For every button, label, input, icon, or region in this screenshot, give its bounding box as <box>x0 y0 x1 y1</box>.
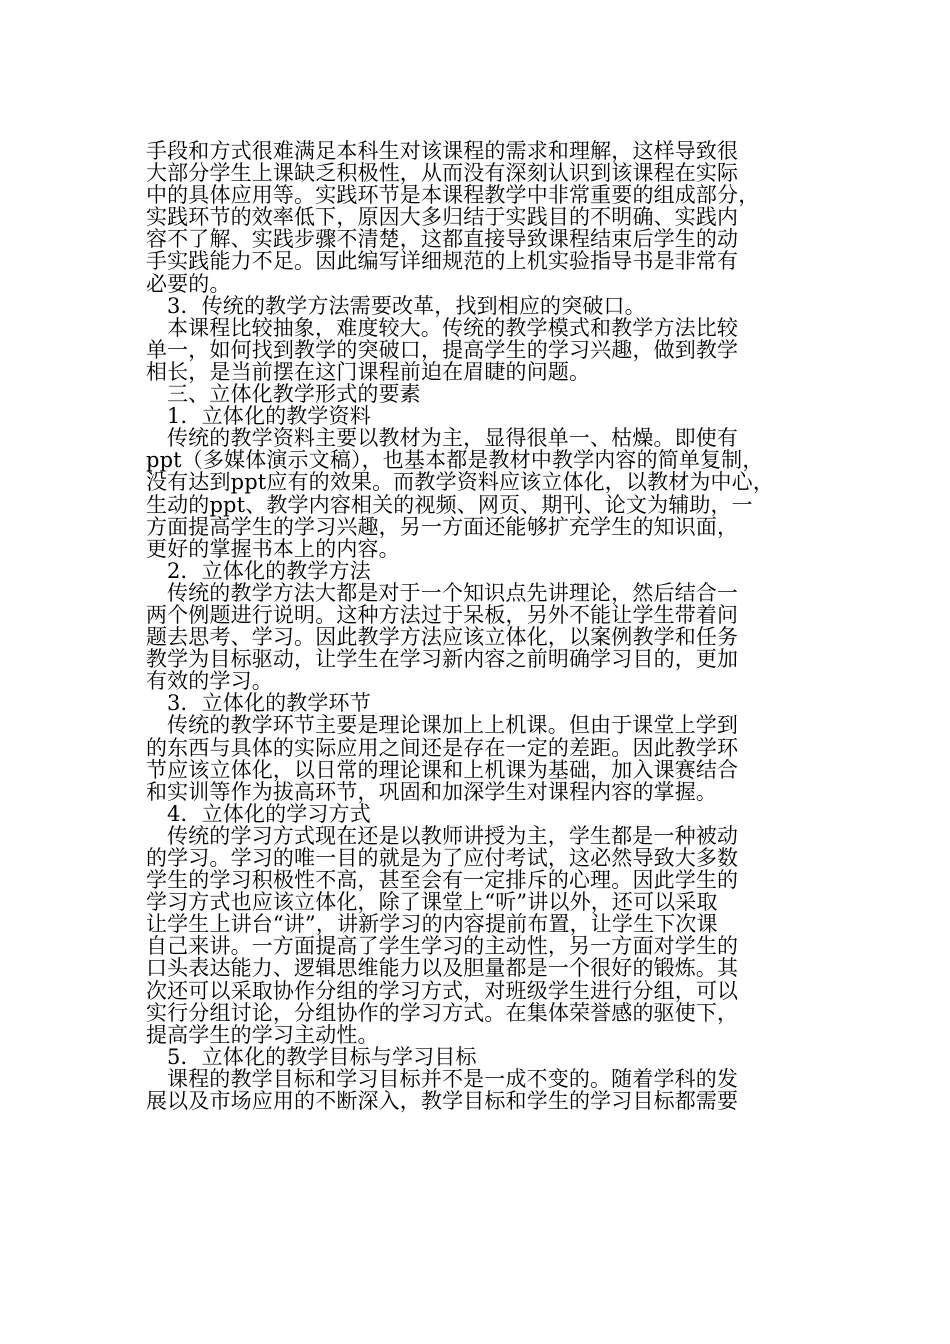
text-line: 实践环节的效率低下，原因大多归结于实践目的不明确、实践内 <box>146 205 739 230</box>
document-body <box>146 140 806 1112</box>
text-line: 单一，如何找到教学的突破口，提高学生的学习兴趣，做到教学 <box>146 337 739 362</box>
text-line: 题去思考、学习。因此教学方法应该立体化，以案例教学和任务 <box>146 625 739 650</box>
text-line: 的东西与具体的实际应用之间还是存在一定的差距。因此教学环 <box>146 735 739 760</box>
text-line: 节应该立体化，以日常的理论课和上机课为基础，加入课赛结合 <box>146 757 739 782</box>
text-line: 传统的教学环节主要是理论课加上上机课。但由于课堂上学到 <box>167 713 739 738</box>
text-line: 传统的教学资料主要以教材为主，显得很单一、枯燥。即使有 <box>167 426 739 451</box>
text-line: 教学为目标驱动，让学生在学习新内容之前明确学习目的，更加 <box>146 647 739 672</box>
text-line: 生动的ppt、教学内容相关的视频、网页、期刊、论文为辅助，一 <box>146 492 753 517</box>
text-line: 更好的掌握书本上的内容。 <box>146 536 400 561</box>
text-line: 有效的学习。 <box>146 669 273 694</box>
text-line: 2．立体化的教学方法 <box>167 558 371 583</box>
text-line: 手实践能力不足。因此编写详细规范的上机实验指导书是非常有 <box>146 249 739 274</box>
text-line: 自己来讲。一方面提高了学生学习的主动性，另一方面对学生的 <box>146 934 739 959</box>
text-line: 展以及市场应用的不断深入，教学目标和学生的学习目标都需要 <box>146 1089 739 1114</box>
text-line: 口头表达能力、逻辑思维能力以及胆量都是一个很好的锻炼。其 <box>146 956 739 981</box>
text-line: 传统的学习方式现在还是以教师讲授为主，学生都是一种被动 <box>167 823 739 848</box>
text-line: ppt（多媒体演示文稿），也基本都是教材中教学内容的简单复制， <box>146 448 764 473</box>
text-line: 3．立体化的教学环节 <box>167 691 371 716</box>
text-line: 4．立体化的学习方式 <box>167 801 371 826</box>
text-line: 学生的学习积极性不高，甚至会有一定排斥的心理。因此学生的 <box>146 868 739 893</box>
text-line: 课程的教学目标和学习目标并不是一成不变的。随着学科的发 <box>167 1066 739 1091</box>
text-line: 实行分组讨论，分组协作的学习方式。在集体荣誉感的驱使下， <box>146 1000 739 1025</box>
text-line: 没有达到ppt应有的效果。而教学资料应该立体化，以教材为中心， <box>146 470 774 495</box>
text-line: 1．立体化的教学资料 <box>167 404 371 429</box>
text-line: 提高学生的学习主动性。 <box>146 1022 379 1047</box>
text-line: 次还可以采取协作分组的学习方式，对班级学生进行分组，可以 <box>146 978 739 1003</box>
text-line: 两个例题进行说明。这种方法过于呆板，另外不能让学生带着问 <box>146 602 739 627</box>
text-line: 大部分学生上课缺乏积极性，从而没有深刻认识到该课程在实际 <box>146 161 739 186</box>
text-line: 和实训等作为拔高环节，巩固和加深学生对课程内容的掌握。 <box>146 779 718 804</box>
text-line: 三、立体化教学形式的要素 <box>167 382 421 407</box>
text-line: 相长，是当前摆在这门课程前迫在眉睫的问题。 <box>146 359 591 384</box>
text-line: 3．传统的教学方法需要改革，找到相应的突破口。 <box>167 293 646 318</box>
text-line: 手段和方式很难满足本科生对该课程的需求和理解，这样导致很 <box>146 139 739 163</box>
text-line: 容不了解、实践步骤不清楚，这都直接导致课程结束后学生的动 <box>146 227 739 252</box>
text-line: 学习方式也应该立体化，除了课堂上“听”讲以外，还可以采取 <box>146 890 718 915</box>
text-line: 中的具体应用等。实践环节是本课程教学中非常重要的组成部分， <box>146 183 760 208</box>
text-line: 5．立体化的教学目标与学习目标 <box>167 1044 477 1069</box>
text-line: 传统的教学方法大都是对于一个知识点先讲理论，然后结合一 <box>167 580 739 605</box>
text-line: 让学生上讲台“讲”，讲新学习的内容提前布置，让学生下次课 <box>146 912 718 937</box>
text-line: 的学习。学习的唯一目的就是为了应付考试，这必然导致大多数 <box>146 846 739 870</box>
text-line: 本课程比较抽象，难度较大。传统的教学模式和教学方法比较 <box>167 315 739 340</box>
text-line: 方面提高学生的学习兴趣，另一方面还能够扩充学生的知识面， <box>146 514 739 539</box>
text-line: 必要的。 <box>146 271 231 296</box>
